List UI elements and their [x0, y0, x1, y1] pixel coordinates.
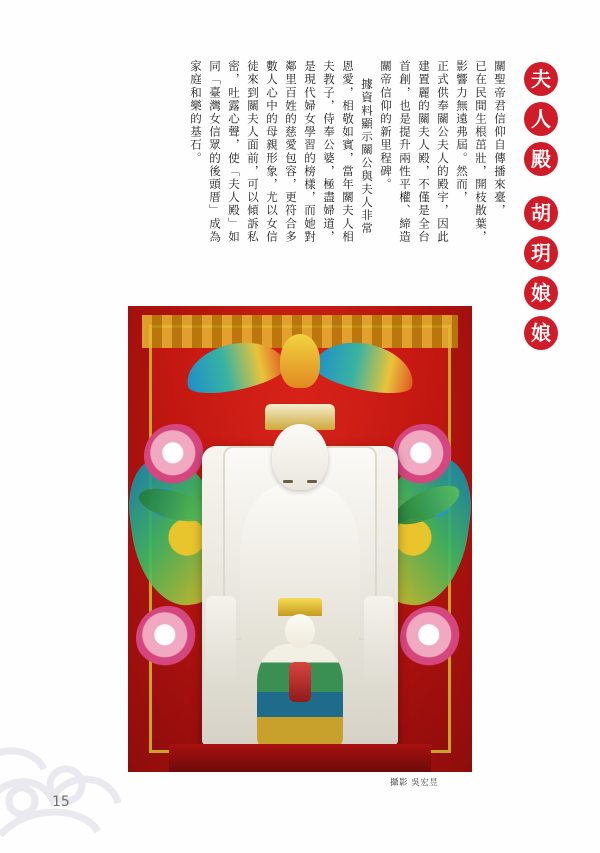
peony-flower-icon — [136, 606, 200, 670]
text-column: 徒來到關夫人面前，可以傾訴私 — [246, 60, 260, 244]
title-char: 夫 — [524, 62, 558, 96]
text-column: 數人心中的母親形象，尤以女信 — [265, 60, 279, 244]
text-column: 鄰里百姓的慈愛包容，更符合多 — [284, 60, 298, 244]
small-statue-head — [285, 614, 315, 648]
text-column: 是現代婦女學習的榜樣，而她對 — [303, 60, 317, 244]
text-column: 據資料顯示關公與夫人非常 — [360, 78, 374, 236]
phoenix-body — [280, 334, 320, 388]
text-column: 正式供奉關公夫人的殿宇，因此 — [436, 60, 450, 244]
title-group-deity — [524, 196, 558, 356]
text-column: 建置麗的關夫人殿，不僅是全台 — [417, 60, 431, 244]
throne-armrest-left — [206, 596, 236, 686]
text-column: 同「臺灣女信眾的後頭厝」成為 — [208, 60, 222, 244]
statue-head — [272, 424, 328, 490]
title-char: 玥 — [524, 236, 558, 270]
page-number: 15 — [52, 794, 70, 810]
text-column: 家庭和樂的基石。 — [189, 60, 203, 165]
title-char: 娘 — [524, 316, 558, 350]
title-group-hall — [524, 62, 558, 182]
article-body — [185, 60, 508, 290]
peony-flower-icon — [400, 606, 464, 670]
text-column: 已在民間生根茁壯，開枝散葉， — [474, 60, 488, 244]
photo-content — [128, 306, 472, 772]
throne-armrest-right — [364, 596, 394, 686]
statue-eyes — [283, 480, 317, 484]
title-char: 娘 — [524, 276, 558, 310]
altar-table — [169, 744, 430, 772]
text-column: 影響力無遠弗屆。然而， — [455, 60, 469, 205]
small-statue-sash — [289, 662, 311, 702]
article-photo — [128, 306, 472, 772]
text-column: 夫教子，侍奉公婆，極盡婦道， — [322, 60, 336, 244]
text-column: 關帝信仰的新里程碑。 — [379, 60, 393, 191]
text-column: 密，吐露心聲，使「夫人殿」如 — [227, 60, 241, 244]
page-title — [518, 62, 564, 356]
small-goddess-statue — [252, 598, 348, 748]
text-column: 恩愛，相敬如賓，當年關夫人相 — [341, 60, 355, 244]
title-char: 胡 — [524, 196, 558, 230]
title-char: 人 — [524, 102, 558, 136]
text-column: 首創，也是提升兩性平權、締造 — [398, 60, 412, 244]
text-column: 關聖帝君信仰自傳播來臺， — [493, 60, 507, 218]
photo-credit: 攝影 吳宏昱 — [390, 778, 439, 788]
title-char: 殿 — [524, 142, 558, 176]
